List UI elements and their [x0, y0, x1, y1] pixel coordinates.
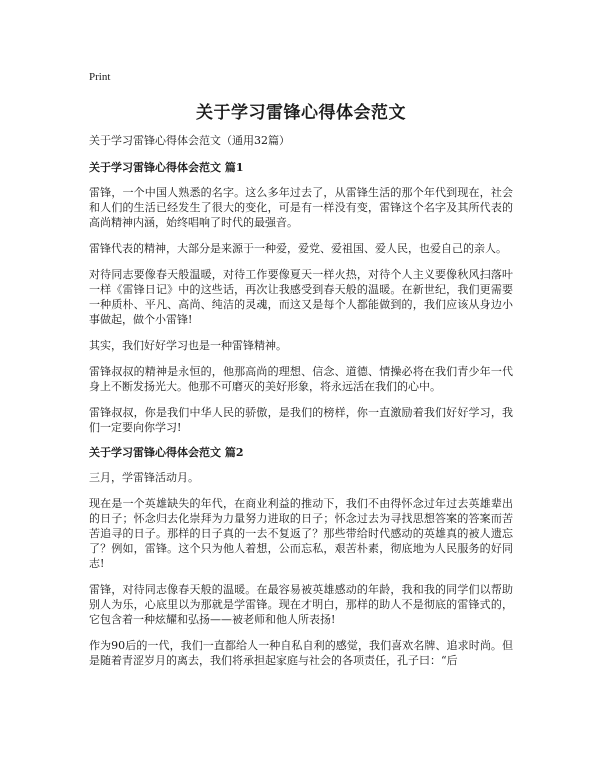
paragraph: 三月，学雷锋活动月。: [89, 471, 199, 484]
print-link[interactable]: Print: [89, 71, 111, 83]
paragraph: 对待同志要像春天般温暖，对待工作要像夏天一样火热，对待个人主义要像秋风扫落叶一样《雷锋日记》中的这些话，再次让我感受到春天般的温暖。在新世纪，我们更需要一种质朴、平凡、高尚、纯洁的灵魂，而这又是每个人都能做到的，我们应该从身边小事做起，做个小雷锋!: [89, 268, 513, 326]
page-title: 关于学习雷锋心得体会范文: [196, 103, 406, 123]
document-body: [89, 134, 513, 679]
paragraph: 雷锋，一个中国人熟悉的名字。这么多年过去了，从雷锋生活的那个年代到现在，社会和人们的生活已经发生了很大的变化，可是有一样没有变，雷锋这个名字及其所代表的高尚精神内涵，始终唱响了时代的最强音。: [89, 186, 513, 229]
paragraph: 雷锋叔叔的精神是永恒的，他那高尚的理想、信念、道德、情操必将在我们青少年一代身上不断发扬光大。他那不可磨灭的美好形象，将永远活在我们的心中。: [89, 365, 513, 393]
paragraph: 雷锋，对待同志像春天般的温暖。在最容易被英雄感动的年龄，我和我的同学们以帮助别人为乐，心底里以为那就是学雷锋。现在才明白，那样的助人不是彻底的雷锋式的，它包含着一种炫耀和弘扬——被老师和他人所表扬!: [89, 583, 513, 626]
section-heading-1: 关于学习雷锋心得体会范文 篇1: [89, 161, 244, 174]
paragraph: 其实，我们好好学习也是一种雷锋精神。: [89, 339, 287, 352]
paragraph: 雷锋叔叔，你是我们中华人民的骄傲，是我们的榜样，你一直激励着我们好好学习，我们一定要向你学习!: [89, 406, 513, 434]
section-heading-2: 关于学习雷锋心得体会范文 篇2: [89, 446, 244, 459]
paragraph: 雷锋代表的精神，大部分是来源于一种爱，爱党、爱祖国、爱人民，也爱自己的亲人。: [89, 242, 507, 255]
paragraph: 现在是一个英雄缺失的年代，在商业利益的推动下，我们不由得怀念过年过去英雄辈出的日子；怀念归去化崇拜为力量努力进取的日子；怀念过去为寻找思想答案的答案而苦苦追寻的日子。那样的日子真的一去不复返了？那些带给时代感动的英雄真的被人遗忘了？例如，雷锋。这个只为他人着想，公而忘私，艰苦朴素，彻底地为人民服务的好同志!: [89, 497, 513, 570]
document-subtitle: 关于学习雷锋心得体会范文（通用32篇）: [89, 134, 290, 147]
paragraph: 作为90后的一代，我们一直都给人一种自私自利的感觉，我们喜欢名牌、追求时尚。但是随着青涩岁月的离去，我们将承担起家庭与社会的各项责任，孔子曰：“后: [89, 639, 513, 667]
